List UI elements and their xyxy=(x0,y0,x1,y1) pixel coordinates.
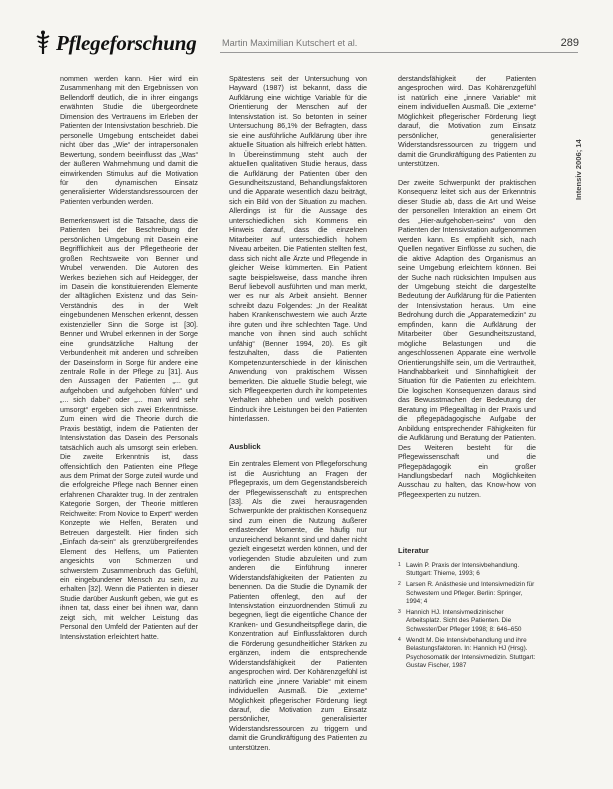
page-number: 289 xyxy=(560,37,579,49)
column-left xyxy=(60,75,198,642)
reference-text: Wendt M. Die Intensivbehandlung und ihre Belastungsfaktoren. In: Hannich HJ (Hrsg). Psychosomatik der Intensivmedizin. Stuttgart: Gustav Fischer, 1987 xyxy=(406,636,536,670)
header-rule xyxy=(220,52,578,53)
reference-item xyxy=(398,562,536,579)
reference-item xyxy=(398,637,536,671)
reference-number: 2 xyxy=(398,581,401,588)
paragraph: nommen werden kann. Hier wird ein Zusammenhang mit den Ergebnissen von Bellendorff deutlich, die in ihrer eingangs erwähnten Studie die übergeordnete Dimension des Vertrauens im Erleben der Patienten der Intensivstation beschrieb. Die personelle Umgebung entscheidet dabei nicht über das „Wie“ der intrapersonalen Bewertung, sondern beeinflusst das „Was“ der äußeren Wahrnehmung und damit die einwirkenden Stimulus auf die Motivation für den dynamischen Einsatz generalisierter Widerstandsressourcen der Patienten verbunden werden. xyxy=(60,75,198,206)
running-head: Martin Maximilian Kutschert et al. xyxy=(222,38,358,48)
journal-logo-icon xyxy=(34,30,52,56)
reference-item xyxy=(398,609,536,635)
page-header xyxy=(34,30,579,58)
paragraph: Spätestens seit der Untersuchung von Hayward (1987) ist bekannt, dass die Aufklärung eine wichtige Variable für die Orientierung der Menschen auf der Intensivstation ist. So betonten in seiner Untersuchung 86,1% der Befragten, dass sie eine ausführliche Aufklärung über ihre aktuelle Situation als hilfreich erlebt hätten. In Übereinstimmung steht auch der aktuellen qualitativen Studie heraus, dass die Aufklärung der Patienten über den Gesundheitszustand, Behandlungsfaktoren und die Apparate wesentlich dazu beiträgt, sich ein Bild von der Situation zu machen. Allerdings ist für die Aussage des unterschiedlichen sich Kommens ein Hinweis darauf, dass die einzelnen Mitarbeiter auf unterschiedlich hohem Niveau arbeiten. Die Patienten stellten fest, dass sich nicht alle Ärzte und Pflegende in gleicher Weise kümmerten. Ein Patient sagte beispielsweise, dass manche ihren Beruf liebevoll ausführten und man merkt, wer es nur als Arbeit ansieht. Benner schreibt dazu Folgendes: „In der Realität haben Krankenschwestern wie auch Ärzte ihre guten und ihre schlechten Tage. Und manche von ihnen sind auch schlicht unfähig“ (Benner 1994, 20). Es gilt festzuhalten, dass die Patienten Kompetenzunterschiede in der klinischen Anwendung von praktischem Wissen bemerkten. Die aktuelle Studie belegt, wie sich Pflegeexperten durch ihr kompetentes Verhalten abheben und welch positiven Eindruck ihre Leistungen bei den Patienten hinterlassen. xyxy=(229,75,367,424)
paragraph: Bemerkenswert ist die Tatsache, dass die Patienten bei der Beschreibung der persönlichen Umgebung mit Dasein eine Begrifflichkeit aus der Pflegetheorie der großen Rechtsweite von Benner und Wrubel verwenden. Die Autoren des Werkes beziehen sich auf Heidegger, der im Dasein die konstituierenden Elemente der alltäglichen Existenz und das Sein-Verständnis des in der Welt eingebundenen Menschen erkennt, dessen existenzieller Sinn die Sorge ist [30]. Benner und Wrubel erkennen in der Sorge eine grundsätzliche Haltung der Verbundenheit mit anderen und schreiben der Daseinsform in Sorge für andere eine zentrale Rolle in der Pflege zu [31]. Aus den Aussagen der Patienten „... gut aufgehoben und aufgehoben fühlen“ und „... sich dabei“ oder „... man wird sehr umsorgt“ ergeben sich zwei Erkenntnisse. Zum einen wird die Theorie durch die Praxis bestätigt, indem die Patienten der Intensivstation das Dasein des Personals tatsächlich auch als umsorgt sein erleben. Die zweite Erkenntnis ist, dass offensichtlich den Patienten eine Pflege aus dem Primat der Sorge zuteil wurde und die erfolgreiche Pflege nach Benner einen erfahrenen Charakter trug. In der zentralen Kategorie Sorgen, der Theorie mittleren Reichweite: From Novice to Expert“ werden Konzepte wie Helfen, Beraten und Betreuen dargestellt. Hier finden sich „Einfach da-sein“ als grenzübergreifendes Element des Helfens, um Patienten angesichts von Schmerzen und schwerstem Zusammenbruch das Gefühl, ein eingebundener Mensch zu sein, zu erhalten [32]. Wenn die Patienten in dieser Studie darüber Auskunft geben, wie gut es ihnen tat, dass einer bei ihnen war, dann zeigt sich, mit welcher Leistung das Personal den Umfeld der Patienten auf der Intensivstation erleichtert hatte. xyxy=(60,216,198,641)
reference-number: 3 xyxy=(398,608,401,615)
journal-title: Pflegeforschung xyxy=(56,31,197,55)
section-heading-ausblick: Ausblick xyxy=(229,441,261,451)
reference-text: Hannich HJ. Intensivmedizinischer Arbeitsplatz. Sicht des Patienten. Die Schwester/Der Pfleger 1998; 8: 646–650 xyxy=(406,608,522,633)
reference-list xyxy=(398,562,536,671)
references-heading: Literatur xyxy=(398,546,429,556)
side-tab-journal-issue: Intensiv 2006; 14 xyxy=(574,139,583,200)
paragraph: Der zweite Schwerpunkt der praktischen Konsequenz leitet sich aus der Erkenntnis dieser Studie ab, dass die Art und Weise der personellen Interaktion an einem Ort des „Hier-aufgehoben-seins“ von den Patienten der Intensivstation aufgenommen werden kann. Es empfiehlt sich, nach Quellen negativer Einflüsse zu suchen, die die aktive Adaption des Organismus an seine Umgebung erleichtern können. Bei der Suche nach rücksichten Impulsen aus der Umgebung steicht die dargestellte Bedeutung der Aufklärung für die Patienten der Intensivstation heraus. Um eine Bedrohung durch die „Apparatemedizin“ zu empfinden, kann die Aufklärung der Mitarbeiter über Gesundheitszustand, mögliche Belastungen und die angeschlossenen Apparate eine wertvolle Orientierungshilfe sein, um die Vertrautheit, Handhabbarkeit und Sinnhaftigkeit der Situation für die Patienten zu erleichtern. Die logischen Konsequenzen daraus sind das Bewusstmachen der Bedeutung der Beratung im Pflegealltag in der Praxis und die pflegepädagogische Aufgabe der Anbildung entsprechender Fähigkeiten für die Aufklärung und Beratung der Patienten. Des Weiteren besteht für die Pflegewissenschaft und die Pflegepädagogik ein großer Handlungsbedarf nach Möglichkeiten Ausschau zu halten, das Know-how von Pflegeexperten zu nutzen. xyxy=(398,178,536,499)
reference-text: Lawin P. Praxis der Intensivbehandlung. Stuttgart: Thieme, 1993; 6 xyxy=(406,561,520,578)
paragraph: derstandsfähigkeit der Patienten angesprochen wird. Das Kohärenzgefühl ist natürlich eine „innere Variable“ mit einem individuellen Ausmaß. Die „externe“ Möglichkeit pflegerischer Förderung liegt darauf, die Motivation zum Einsatz persönlicher, generalisierter Widerstandsressourcen zu triggern und damit die Grundkräftigung des Patienten zu unterstützen. xyxy=(398,75,536,169)
reference-number: 1 xyxy=(398,561,401,568)
reference-item xyxy=(398,581,536,607)
column-right xyxy=(398,75,536,673)
paragraph: Ein zentrales Element von Pflegeforschung ist die Ausrichtung an Fragen der Pflegepraxis, um dem Gegenstandsbereich der Pflegewissenschaft zu entsprechen [33]. Als die zwei herausragenden Schwerpunkte der praktischen Konsequenz sind zum einen die Nutzung äußerer entlastender Momente, die häufig nur unzureichend bekannt sind und daher nicht gezielt eingesetzt werden können, und der vorliegenden Studie abzuleiten und zum anderen die Einführung innerer Widerstandsfähigkeiten der Patienten zu benennen. Da die Studie die Dynamik der Patienten offenlegt, den auf der Intensivstation einzuordnenden Stimuli zu begegnen, liegt die eigentliche Chance der Kranken- und Gesundheitspflege darin, die Konzentration auf Einflussfaktoren durch die Förderung gesundheitlicher Stärken zu ergänzen, indem die entsprechende Widerstandsfähigkeit der Patienten angesprochen wird. Der Kohärenzgefühl ist natürlich eine „innere Variable“ mit einem individuellen Ausmaß. Die „externe“ Möglichkeit pflegerischer Förderung liegt darauf, die Motivation zum Einsatz persönlicher, generalisierter Widerstandsressourcen zu triggern und damit die Grundkräftigung des Patienten zu unterstützen. xyxy=(229,460,367,752)
reference-text: Larsen R. Anästhesie und Intensivmedizin für Schwestern und Pfleger. Berlin: Springer, 1994; 4 xyxy=(406,581,535,606)
column-middle xyxy=(229,75,367,753)
reference-number: 4 xyxy=(398,636,401,643)
